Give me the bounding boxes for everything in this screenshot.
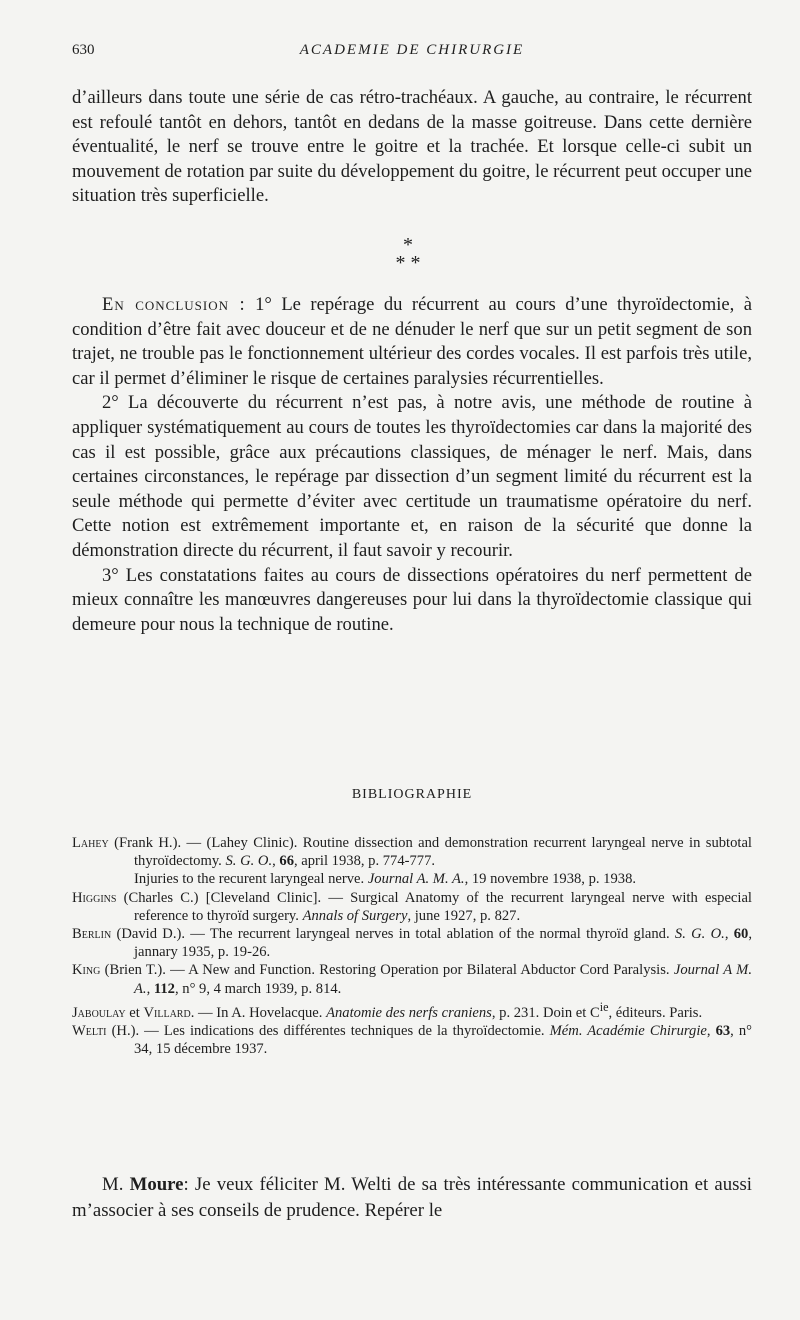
bib-tail: , april 1938, p. 774-777. — [293, 853, 436, 870]
bib-sep: , — [146, 980, 154, 997]
bib-volume: 60 — [733, 926, 749, 943]
bib-author: Berlin — [72, 926, 112, 943]
speaker-colon: : — [183, 1174, 195, 1195]
bib-tail: , jannary 1935, p. 19-26. — [134, 926, 752, 961]
conclusion-paragraph-2: 2° La découverte du récurrent n’est pas, à notre avis, une méthode de routine à appliquer systématiquement au cours de toutes les thyroïdectomies car dans la majorité des cas il est possible, grâce aux précautions classiques, de ménager le nerf. Mais, dans certaines circonstances, le repérage par dissection d’un segment limité du récurrent est la seule méthode qui permette d’éviter avec certitude un traumatisme opératoire du nerf. Cette notion est extrêmement importante et, en raison de la sécurité que donne la démonstration directe du récurrent, il faut savoir y recourir. — [72, 392, 752, 561]
bib-entry-jaboulay — [72, 998, 752, 1022]
conclusion-section — [72, 293, 752, 637]
bib-author: King — [72, 962, 101, 979]
bib-author: Lahey — [72, 835, 109, 851]
bib-author: Higgins — [72, 889, 117, 906]
bib-entry-lahey-2 — [72, 870, 752, 888]
discussion-text: Je veux féliciter M. Welti de sa très intéressante communication et aussi m’associer à ses conseils de prudence. Repérer le — [72, 1174, 752, 1221]
bib-author: Welti — [72, 1022, 107, 1039]
intro-text: d’ailleurs dans toute une série de cas rétro-trachéaux. A gauche, au contraire, le récurrent est refoulé tantôt en dehors, tantôt en dedans de la masse goitreuse. Dans cette dernière éventualité, le nerf se trouve entre le goitre et la trachée. Et lorsque celle-ci subit un mouvement de rotation par suite du développement du goitre, le récurrent peut occuper une situation très superficielle. — [72, 87, 752, 207]
bib-sep: , — [724, 926, 734, 943]
bib-text: (Charles C.) [Cleveland Clinic]. — Surgical Anatomy of the recurrent laryngeal nerve with especial reference to thyroïd surgery. — [116, 889, 752, 924]
page-header — [72, 42, 752, 64]
bib-sep: , — [706, 1022, 716, 1039]
bib-tail: , june 1927, p. 827. — [407, 907, 521, 924]
bib-entry-berlin — [72, 925, 752, 961]
page-number: 630 — [72, 42, 95, 58]
bib-text: et — [125, 1004, 144, 1021]
conclusion-paragraph-1 — [72, 293, 752, 391]
bib-journal: Anatomie des nerfs craniens — [326, 1004, 492, 1021]
bibliography-list — [72, 834, 752, 1058]
bib-text: (Frank H.). — (Lahey Clinic). Routine dissection and demonstration recurrent laryngeal nerve in subtotal thyroïdectomy. — [108, 835, 752, 870]
discussion-paragraph — [72, 1172, 752, 1224]
speaker-prefix: M. — [102, 1174, 130, 1195]
bib-text: (David D.). — The recurrent laryngeal nerves in total ablation of the normal thyroïd gland. — [111, 926, 675, 943]
bib-journal: Journal A. M. A. — [367, 871, 465, 888]
bib-tail: , n° 9, 4 march 1939, p. 814. — [174, 980, 342, 997]
bib-entry-lahey — [72, 834, 752, 870]
speaker-name: Moure — [129, 1174, 184, 1195]
bib-tail: , éditeurs. Paris. — [608, 1004, 703, 1021]
bib-entry-king — [72, 961, 752, 997]
discussion-section — [72, 1172, 752, 1224]
bib-journal: S. G. O. — [225, 853, 273, 870]
bib-volume: 112 — [153, 980, 175, 997]
bib-journal: Journal A M. A. — [134, 962, 752, 997]
bib-text: Injuries to the recurent laryngeal nerve. — [134, 871, 368, 888]
asterism-top: * — [403, 234, 413, 256]
bib-journal: S. G. O. — [674, 926, 725, 943]
bib-entry-higgins — [72, 889, 752, 925]
running-title: ACADEMIE DE CHIRURGIE — [299, 42, 525, 58]
bib-tail: , p. 231. Doin et C — [491, 1004, 600, 1021]
bib-volume: 66 — [279, 853, 294, 870]
bib-volume: 63 — [715, 1022, 731, 1039]
conclusion-paragraph-3: 3° Les constatations faites au cours de dissections opératoires du nerf permettent de mieux connaître les manœuvres dangereuses pour lui dans la thyroïdectomie classique qui demeure pour nous la technique de routine. — [72, 564, 752, 635]
bib-entry-welti — [72, 1022, 752, 1058]
asterism — [380, 236, 436, 272]
intro-paragraph — [72, 86, 752, 209]
bibliography-title: BIBLIOGRAPHIE — [351, 787, 473, 802]
bib-sep: , — [272, 853, 280, 870]
bib-text: (Brien T.). — A New and Function. Restoring Operation por Bilateral Abductor Cord Paralysis. — [100, 962, 674, 979]
asterism-bottom: * * — [395, 252, 421, 274]
bib-journal: Mém. Académie Chirurgie — [549, 1022, 707, 1039]
bib-tail: , n° 34, 15 décembre 1937. — [134, 1022, 753, 1058]
bib-author-2: Villard — [143, 1004, 191, 1021]
conclusion-para1-text: 1° Le repérage du récurrent au cours d’une thyroïdectomie, à condition d’être fait avec douceur et de ne dénuder le nerf que sur un petit segment de son trajet, ne trouble pas le fonctionnement ultérieur des cordes vocales. Il est parfois très utile, car il permet d’éliminer le risque de certaines paralysies récurrentielles. — [72, 294, 752, 389]
bib-tail: , 19 novembre 1938, p. 1938. — [464, 871, 637, 888]
bib-text: . — In A. Hovelacque. — [190, 1004, 327, 1021]
bib-author: Jaboulay — [72, 1004, 126, 1021]
bib-journal: Annals of Surgery — [302, 907, 408, 924]
conclusion-lead: En conclusion : — [102, 294, 246, 315]
bib-text: (H.). — Les indications des différentes techniques de la thyroïdectomie. — [106, 1022, 550, 1039]
bib-superscript: ie — [599, 999, 609, 1014]
